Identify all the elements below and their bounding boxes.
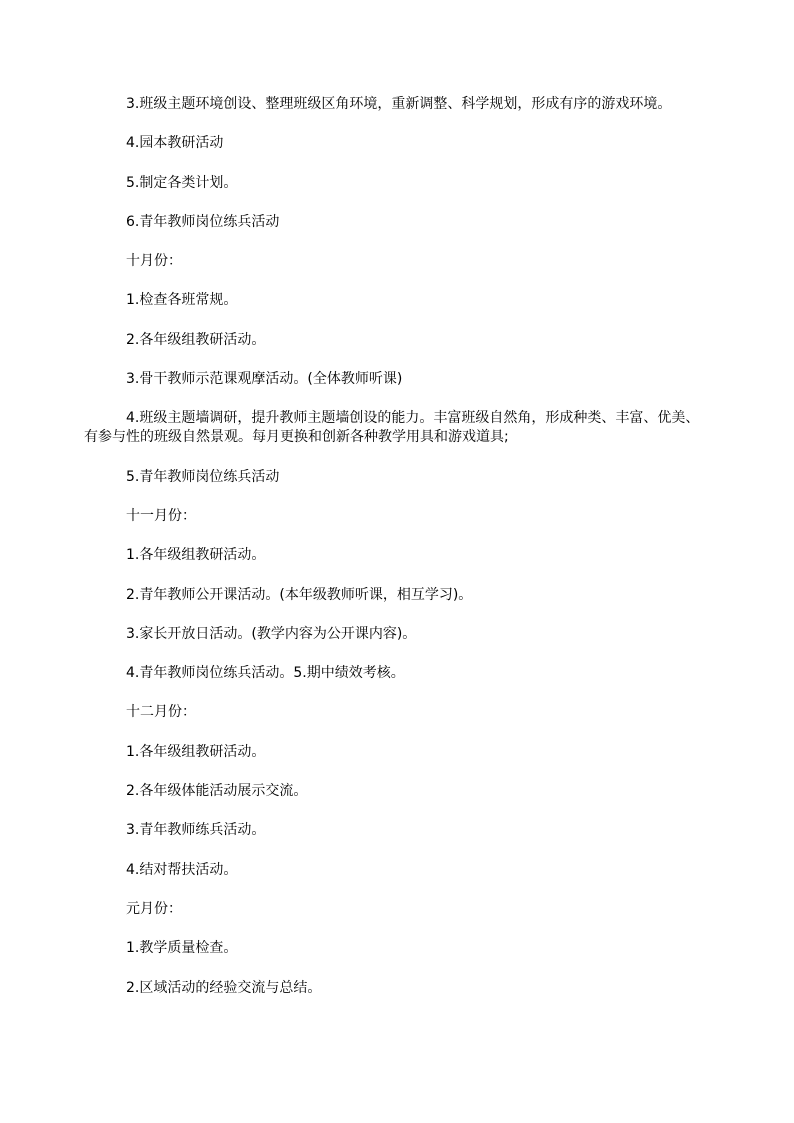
paragraph-jan-2: 2.区域活动的经验交流与总结。 — [126, 979, 322, 996]
paragraph-oct-5: 5.青年教师岗位练兵活动 — [126, 468, 280, 485]
paragraph-oct-1: 1.检查各班常规。 — [126, 292, 238, 309]
paragraph-nov-3: 3.家长开放日活动。(教学内容为公开课内容)。 — [126, 625, 417, 642]
paragraph-oct-4: 4.班级主题墙调研，提升教师主题墙创设的能力。丰富班级自然角，形成种类、丰富、优美、有参与性的班级自然景观。每月更换和创新各种教学用具和游戏道具; — [84, 410, 700, 446]
paragraph-oct-3: 3.骨干教师示范课观摩活动。(全体教师听课) — [126, 371, 403, 388]
paragraph-item-6-training: 6.青年教师岗位练兵活动 — [126, 213, 280, 230]
paragraph-nov-2: 2.青年教师公开课活动。(本年级教师听课，相互学习)。 — [126, 586, 473, 603]
heading-december: 十二月份： — [126, 704, 196, 721]
heading-november: 十一月份： — [126, 507, 196, 524]
paragraph-nov-1: 1.各年级组教研活动。 — [126, 547, 266, 564]
document-page — [84, 95, 700, 998]
paragraph-oct-item-3-environment: 3.班级主题环境创设、整理班级区角环境，重新调整、科学规划，形成有序的游戏环境。 — [126, 96, 672, 112]
paragraph-oct-2: 2.各年级组教研活动。 — [126, 331, 266, 348]
paragraph-dec-3: 3.青年教师练兵活动。 — [126, 822, 266, 839]
paragraph-jan-1: 1.教学质量检查。 — [126, 940, 238, 957]
heading-october: 十月份： — [126, 253, 182, 270]
paragraph-item-5-plans: 5.制定各类计划。 — [126, 174, 238, 191]
heading-january: 元月份： — [126, 900, 182, 917]
paragraph-nov-4: 4.青年教师岗位练兵活动。5.期中绩效考核。 — [126, 665, 405, 682]
paragraph-dec-4: 4.结对帮扶活动。 — [126, 861, 238, 878]
paragraph-item-4-research: 4.园本教研活动 — [126, 135, 224, 152]
paragraph-dec-2: 2.各年级体能活动展示交流。 — [126, 783, 308, 800]
paragraph-dec-1: 1.各年级组教研活动。 — [126, 743, 266, 760]
